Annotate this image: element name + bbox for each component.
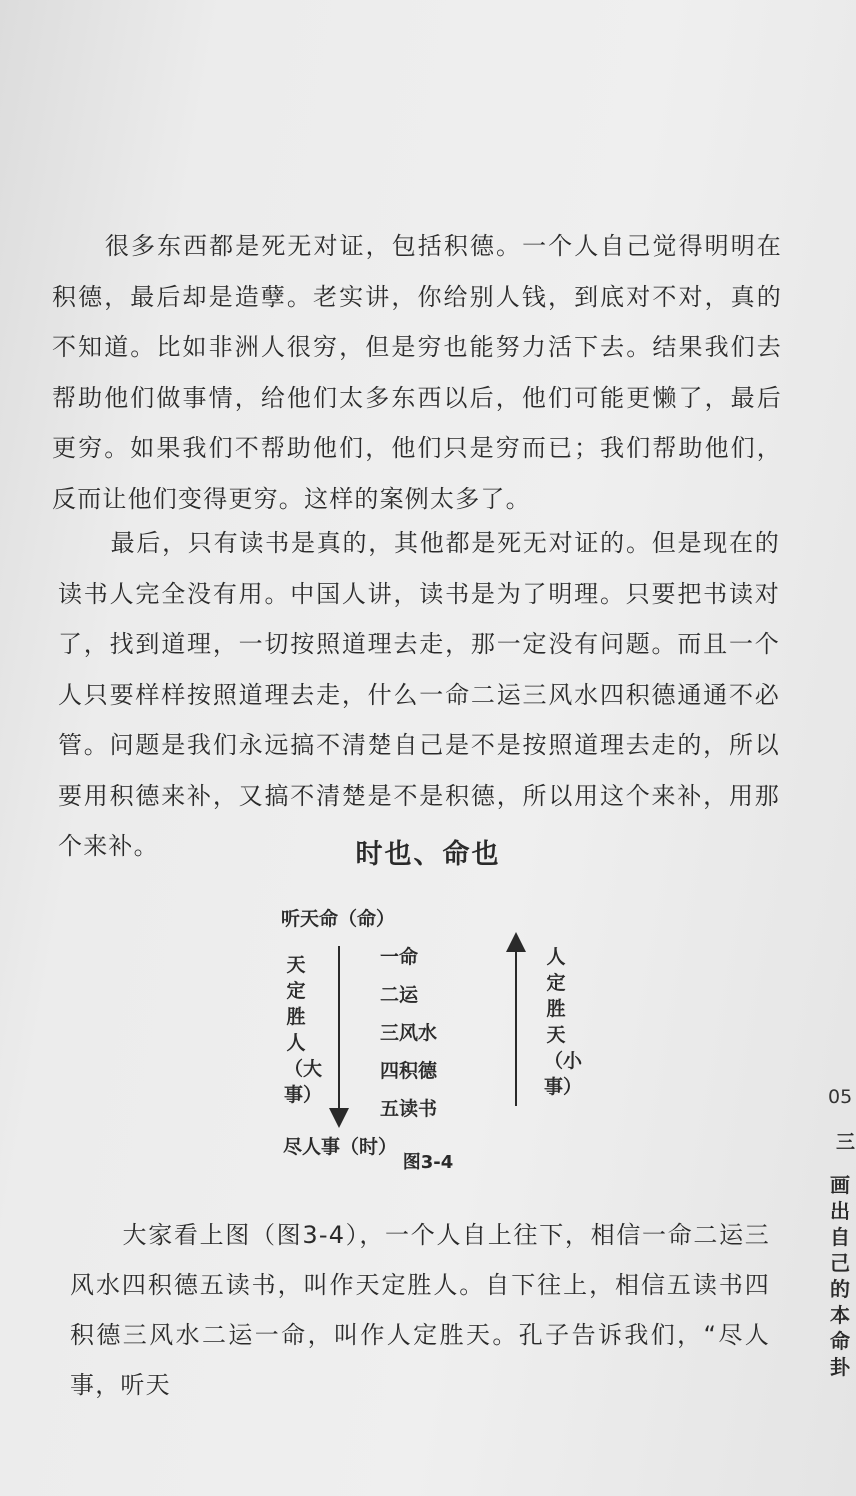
left-vertical-label: 天定胜人（大事） xyxy=(284,954,323,1106)
item-1: 一命 xyxy=(380,946,419,968)
paragraph-1-text: 很多东西都是死无对证，包括积德。一个人自己觉得明明在积德，最后却是造孽。老实讲，你给别人钱，到底对不对，真的不知道。比如非洲人很穷，但是穷也能努力活下去。结果我们去帮助他们做事情，给他们太多东西以后，他们可能更懒了，最后更穷。如果我们不帮助他们，他们只是穷而已；我们帮助他们，反而让他们变得更穷。这样的案例太多了。 xyxy=(52,232,782,513)
paragraph-2-text: 最后，只有读书是真的，其他都是死无对证的。但是现在的读书人完全没有用。中国人讲，读书是为了明理。只要把书读对了，找到道理，一切按照道理去走，那一定没有问题。而且一个人只要样样按照道理去走，什么一命二运三风水四积德通通不必管。问题是我们永远搞不清楚自己是不是按照道理去走的，所以要用积德来补，又搞不清楚是不是积德，所以用这个来补，用那个来补。 xyxy=(58,529,780,860)
bottom-label: 尽人事（时） xyxy=(283,1136,398,1158)
item-5: 五读书 xyxy=(380,1098,438,1120)
item-2: 二运 xyxy=(380,984,419,1006)
item-4: 四积德 xyxy=(380,1060,438,1082)
chapter-number: 三 xyxy=(836,1131,856,1153)
page-number: 05 xyxy=(828,1086,853,1108)
figure-title: 时也、命也 xyxy=(355,839,501,870)
paragraph-3 xyxy=(70,1210,770,1410)
paragraph-3-text: 大家看上图（图3-4），一个人自上往下，相信一命二运三风水四积德五读书，叫作天定胜人。自下往上，相信五读书四积德三风水二运一命，叫作人定胜天。孔子告诉我们，“尽人事，听天 xyxy=(70,1221,770,1399)
figure-caption: 图3-4 xyxy=(402,1152,454,1173)
top-label: 听天命（命） xyxy=(281,908,396,930)
chapter-title: 画出自己的本命卦 xyxy=(830,1173,850,1379)
item-3: 三风水 xyxy=(380,1022,438,1044)
right-vertical-label: 人定胜天（小事） xyxy=(544,946,583,1098)
